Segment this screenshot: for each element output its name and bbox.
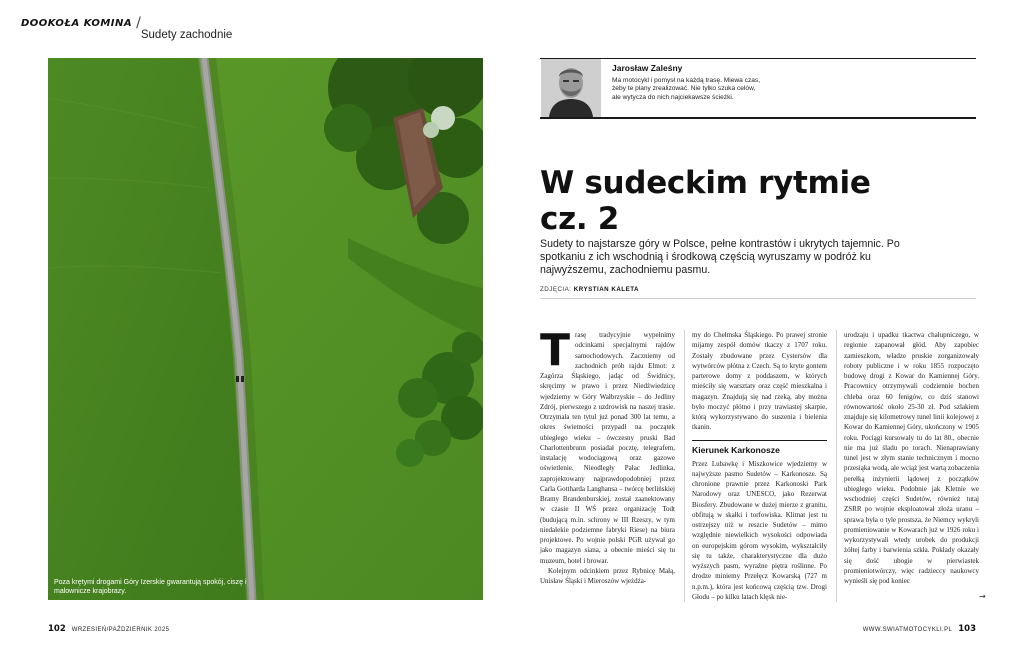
issue-date: WRZESIEŃ/PAŹDZIERNIK 2025 <box>71 627 170 633</box>
credit-divider <box>540 298 976 299</box>
author-rule-top <box>540 58 976 59</box>
author-portrait <box>541 59 601 117</box>
subheading: Kierunek Karkonosze <box>692 440 827 456</box>
page-number-left: 102 <box>48 624 66 634</box>
article-title <box>540 165 871 237</box>
paragraph: rasę tradycyjnie wypełnimy odcinkami specjalnymi rajdów samochodowych. Zaczniemy od zachodnich prób rajdu Elmot: z Zagórza Śląskiego, jadąc od Świdnicy, skręcimy w prawo i przez Niedźwiedzicę wjedziemy w Góry Wałbrzyskie – do Jedliny Zdrój, pierwszego z uzdrowisk na naszej trasie. Otrzymała ten tytuł już ponad 300 lat temu, a okres świetności przypadł na początek ubiegłego wieku – ówczesny pruski Bad Charlottenbrunn posiadał pocztę, telegrafem, instalację wodociągową oraz gazowe oświetlenie. Nieodległy Pałac Jedlinka, zaprojektowany najprawdopodobniej przez Carla Gottharda Langhansa – twórcę berlińskiej Bramy Brandenburskiej, został zaanektowany w czasie II WŚ przez organizację Todt (budującą m.in. schrony w III Rzeszy, w tym niedalekie podziemne fabryki Riese) na biura projektowe. Po wojnie polski PGR używał go jako magazyn siana, a obecnie mieści się tu muzeum, hotel i browar. <box>540 331 675 565</box>
photo-caption: Poza krętymi drogami Góry Izerskie gwarantują spokój, ciszę i malownicze krajobrazy. <box>54 579 247 595</box>
paragraph: Przez Lubawkę i Miszkowice wjedziemy w najwyższe pasmo Sudetów – Karkonosze. Są chronione prawnie przez Karkonoski Park Narodowy oraz UNESCO, jako Rezerwat Biosfery. Zbudowane w dużej mierze z granitu, obfitują w skałki i torfowiska. Klimat jest tu ostrzejszy niż w reszcie Sudetów – mimo względnie niewielkich wysokości odpowiada on europejskim górom wysokim, wykształciły się tu także, charakterystyczne dla dużo wyższych pasm, wyraźne piętra roślinne. Po drodze miniemy Przełęcz Kowarską (727 m n.p.m.), która jest końcową częścią tzw. Drogi Głodu – po kilku latach klęsk nie- <box>692 459 827 601</box>
footer-right <box>863 624 976 634</box>
footer-left <box>48 624 169 634</box>
article-title-line-1: W sudeckim rytmie <box>540 165 871 201</box>
column-divider <box>836 330 837 602</box>
paragraph: my do Chełmska Śląskiego. Po prawej stronie mijamy zespół domów tkaczy z 1707 roku. Zostały zbudowane przez Cystersów dla wytwórców płótna z Czech. Są to kryte gontem parterowe domy z poddaszem, w których mieściły się warsztaty oraz część mieszkalna i magazyn. Znajdują się nad rzeką, aby można było moczyć płótno i przy trawiastej skarpie, którą wykorzystywano do suszenia i bielenia tkanin. <box>692 331 827 432</box>
page-number-right: 103 <box>958 624 976 634</box>
section-separator: / <box>136 15 141 31</box>
author-rule-bottom <box>540 117 976 119</box>
photo-credit-name: KRYSTIAN KALETA <box>573 286 639 293</box>
aerial-road-photo <box>48 58 483 600</box>
column-divider <box>684 330 685 602</box>
photo-credit-label: ZDJĘCIA: <box>540 286 572 293</box>
article-column-2 <box>692 330 827 602</box>
article-title-line-2: cz. 2 <box>540 201 620 237</box>
section-title: Sudety zachodnie <box>140 29 233 41</box>
aerial-road-illustration <box>48 58 483 600</box>
photo-credit <box>540 286 639 293</box>
paragraph: Kolejnym odcinkiem przez Rybnicę Małą, Unisław Śląski i Mieroszów wjeżdża- <box>540 566 675 585</box>
paragraph: urodzaju i upadku tkactwa chałupniczego, w regionie zapanował głód. Aby zapobiec zamieszkom, władze pruskie zorganizowały roboty publiczne i w roku 1855 rozpoczęto budowę drogi z Kowar do Kamiennej Góry. Pracownicy otrzymywali codziennie bochen chleba oraz 60 fenigów, co dziś stanowi równowartość około 25-30 zł. Pod szlakiem znajduje się kilometrowy tunel linii kolejowej z Kowar do Kamiennej Góry, ukończony w 1905 roku. Pociągi kursowały tu do lat 80., obecnie nie ma już śladu po torach. Nienaprawiany tunel jest w złym stanie technicznym i mocno przesiąka wodą, ale wciąż jest wartą zobaczenia perełką inżynierii lądowej z początków ubiegłego wieku. Podobnie jak Kletnie we wschodniej części Sudetów, również tutaj ZSRR po wojnie eksploatował złoża uranu – sprawa była o tyle prostsza, że Niemcy wykryli promieniowanie w Kowarach już w 1926 roku i wykorzystywali wtedy urobek do produkcji żółtej farby i barwienia szkła. Pokłady okazały się dość ubogie w pierwiastek promieniotwórczy, więc radzieccy naukowcy wynieśli się pod koniec <box>844 331 979 585</box>
author-name: Jarosław Zaleśny <box>612 63 683 73</box>
section-brand: DOOKOŁA KOMINA <box>21 18 133 29</box>
author-portrait-illustration <box>541 59 601 117</box>
drop-cap: T <box>540 325 571 376</box>
section-header <box>21 15 236 41</box>
article-column-3 <box>844 330 979 586</box>
website-url: WWW.SWIATMOTOCYKLI.PL <box>862 627 953 633</box>
continue-arrow-icon: → <box>979 592 986 601</box>
article-column-1 <box>540 325 675 586</box>
article-lead: Sudety to najstarsze góry w Polsce, pełne kontrastów i ukrytych tajemnic. Po spotkaniu z ich wschodnią i środkową częścią wyruszamy w podróż ku najwyższemu, zachodniemu pasmu. <box>540 238 900 276</box>
author-bio: Ma motocykl i pomysł na każdą trasę. Miewa czas, żeby te plany zrealizować. Nie tylko szuka celów, ale wytycza do nich najciekawsze ścieżki. <box>612 77 761 101</box>
